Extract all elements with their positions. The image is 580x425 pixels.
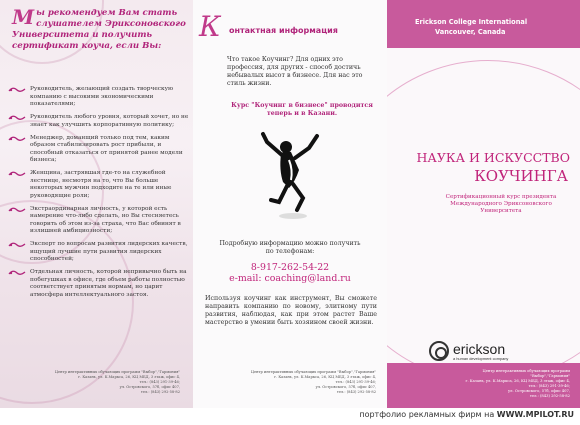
left-footer-address [20, 370, 180, 395]
audience-list-item [8, 135, 190, 165]
brochure-title-line1: НАУКА И ИСКУССТВО [416, 150, 570, 165]
audience-list-item [8, 170, 190, 200]
phone-number[interactable]: 8-917-262-54-22 [250, 262, 330, 273]
audience-list [8, 86, 190, 305]
audience-list-text: Эксперт по вопросам развития лидерских качеств, ищущий лучшие пути развития лидерских способностей; [30, 241, 188, 262]
left-panel [0, 0, 193, 408]
footer-line: г. Казань, ул. К.Маркса, 26, КЦ МБД, 3 этаж, офис 4, [465, 379, 570, 383]
brochure-title-line2: КОУЧИНГА [474, 167, 568, 185]
middle-footer-address [211, 370, 376, 395]
swirl-bullet-icon [8, 269, 26, 277]
decorative-arc [387, 60, 580, 382]
email-address[interactable]: e-mail: coaching@land.ru [229, 273, 351, 284]
caption-site-link[interactable]: WWW.MPILOT.RU [496, 410, 574, 419]
footer-line: тел.: (843) 292-58-82 [140, 390, 180, 394]
left-heading-text: ы рекомендуем Вам стать слушателем Эриксоновского Университета и получить сертификат коуча, если Вы: [12, 8, 186, 51]
college-location: Vancouver, Canada [435, 28, 506, 36]
swirl-bullet-icon [8, 206, 26, 214]
erickson-logo [429, 341, 569, 361]
footer-line: "Выбор","Гармония" [530, 374, 570, 378]
audience-list-item [8, 269, 190, 299]
caption-text: портфолио рекламных фирм на [359, 410, 497, 419]
footer-line: тел.: (843) 292-58-82 [529, 394, 570, 398]
college-name: Erickson College International [415, 18, 528, 26]
more-info-text: Подробную информацию можно получить по телефонам: [219, 240, 361, 255]
portfolio-caption [359, 410, 574, 419]
audience-list-text: Руководитель, желающий создать творческую компанию с высокими экономическими показателями; [30, 86, 174, 107]
right-panel [387, 0, 580, 408]
footer-line: ул. Островского, 57б, офис 407, [508, 389, 570, 393]
contact-heading [199, 10, 338, 43]
right-footer-address [420, 369, 570, 399]
middle-panel [193, 0, 387, 408]
kazan-course-text: Курс "Коучинг в бизнесе" проводится теперь и в Казани. [231, 102, 373, 117]
contact-heading-text: онтактная информация [229, 26, 338, 35]
footer-line: тел.: (843) 291-39-46; [528, 384, 570, 388]
footer-line: г. Казань, ул. К.Маркса, 26, КЦ МБД, 3 этаж, офис 4, [274, 375, 376, 379]
footer-line: тел.: (843) 291-39-46; [335, 380, 376, 384]
footer-line: ул. Островского, 57б, офис 407, [119, 385, 180, 389]
logo-name: erickson [453, 341, 506, 357]
footer-line: Центр интерактивных обучающих программ "Выбор","Гармония" [54, 370, 180, 374]
swirl-bullet-icon [8, 241, 26, 249]
audience-list-text: Руководитель любого уровня, который хочет, но не знает как улучшить корпоративную политику; [30, 114, 189, 128]
footer-line: Центр интерактивных обучающих программ [482, 369, 570, 373]
audience-list-item [8, 241, 190, 264]
swirl-bullet-icon [8, 135, 26, 143]
audience-list-text: Менеджер, доманщий только под тем, каким образом стабилизировать рост прибыли, и способный отказаться от принятой ранее модели бизнеса; [30, 134, 183, 163]
contact-block [219, 262, 361, 284]
footer-line: тел.: (843) 291-39-46; [139, 380, 180, 384]
footer-line: г. Казань, ул. К.Маркса, 26, КЦ МБД, 3 этаж, офис 4, [78, 375, 180, 379]
footer-line: тел.: (843) 292-58-82 [336, 390, 376, 394]
header-band [387, 0, 580, 48]
footer-band [387, 363, 580, 408]
brochure-subtitle: Сертификационный курс президента Международного Эриксоновского Университета [445, 194, 557, 214]
erickson-logo-mark-icon [429, 341, 449, 361]
left-heading [12, 5, 190, 52]
left-heading-drop-cap: М [12, 5, 35, 29]
footer-line: Центр интерактивных обучающих программ "Выбор","Гармония" [250, 370, 376, 374]
audience-list-text: Отдельная личность, которой непривычно быть на побегушках в офисе, где объем работы полностью соответствует принятым нормам, но царит атмосфера интеллектуального застоя. [30, 269, 187, 298]
audience-list-text: Женщина, застрявшая где-то на служебной лестнице, несмотря на то, что Вы больше некоторых мужчин подходите на те или иные руководящие роли; [30, 170, 172, 199]
audience-list-item [8, 86, 190, 109]
swirl-bullet-icon [8, 114, 26, 122]
swirl-bullet-icon [8, 170, 26, 178]
audience-list-item [8, 114, 190, 129]
swirl-bullet-icon [8, 86, 26, 94]
audience-list-text: Экстраординарная личность, у которой есть намерение что-либо сделать, но Вы стесняетесь говорить об этом из-за страха, что Вас обвинят в излишней амбициозности; [30, 205, 181, 234]
coaching-intro-text: Что такое Коучинг? Для одних это профессия, для других - способ достичь небывалых высот в бизнесе. Для нас это стиль жизни. [227, 56, 363, 87]
audience-list-item [8, 206, 190, 236]
coaching-benefit-text: Используя коучинг как инструмент, Вы сможете направить компанию по новому, элитному пути развития, наблюдая, как при этом растет Ваше мастерство в умении быть хозяином своей жизни. [205, 295, 377, 326]
jumping-figure-illustration [259, 130, 323, 222]
logo-tagline: a human development company [453, 356, 509, 361]
footer-line: ул. Островского, 57б, офис 407, [315, 385, 376, 389]
contact-heading-drop-cap: К [199, 10, 221, 43]
